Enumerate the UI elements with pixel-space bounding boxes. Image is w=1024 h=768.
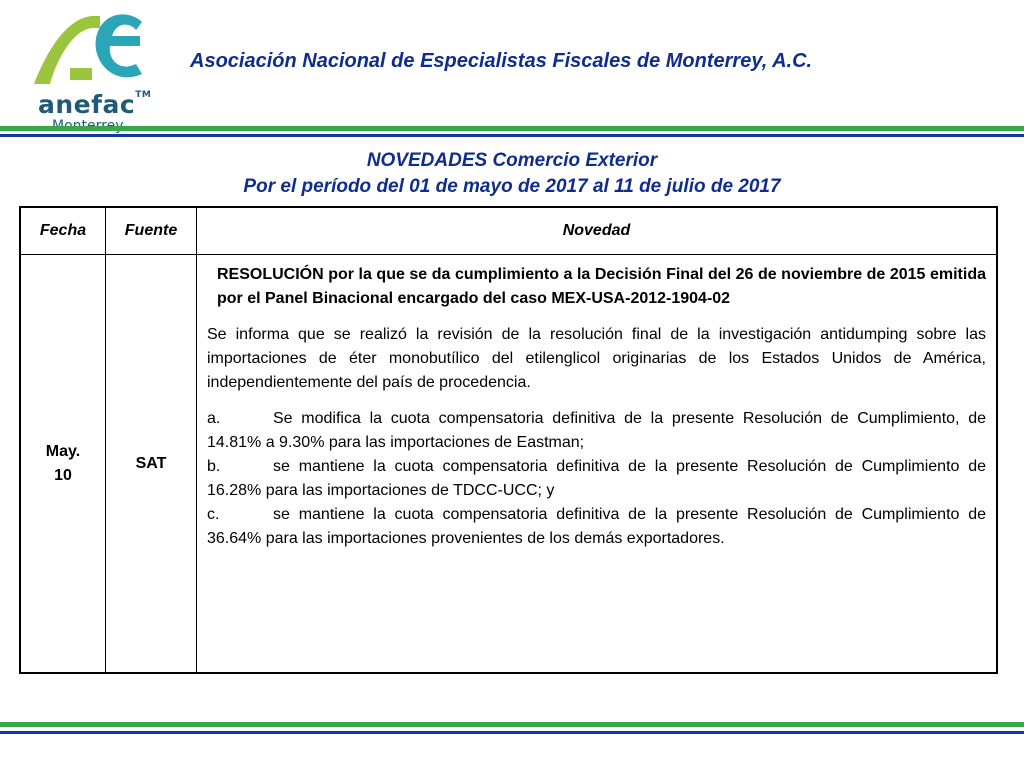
top-green-band xyxy=(0,126,1024,131)
item-letter: b. xyxy=(207,458,221,475)
item-text: se mantiene la cuota compensatoria definitiva de la presente Resolución de Cumplimiento de 36.64% para las importaciones provenientes de los demás exportadores. xyxy=(207,506,986,547)
fecha-month: May. xyxy=(45,442,81,460)
table-header-row xyxy=(20,207,997,255)
header-novedad: Novedad xyxy=(197,207,998,255)
item-text: Se modifica la cuota compensatoria definitiva de la presente Resolución de Cumplimiento, de 14.81% a 9.30% para las importaciones de Eastman; xyxy=(207,410,986,451)
item-text: se mantiene la cuota compensatoria definitiva de la presente Resolución de Cumplimiento de 16.28% para las importaciones de TDCC-UCC; y xyxy=(207,458,986,499)
item-letter: c. xyxy=(207,506,220,523)
resolution-paragraph: Se informa que se realizó la revisión de la resolución final de la investigación antidumping sobre las importaciones de éter monobutílico del etilenglicol originarias de los Estados Unidos de América, independientemente del país de procedencia. xyxy=(207,326,986,391)
cell-fecha xyxy=(20,255,106,674)
fecha-day: 10 xyxy=(54,466,72,484)
list-item xyxy=(207,503,986,551)
organization-title: Asociación Nacional de Especialistas Fiscales de Monterrey, A.C. xyxy=(190,50,813,72)
cell-fuente: SAT xyxy=(106,255,197,674)
bottom-green-band xyxy=(0,722,1024,727)
cell-novedad xyxy=(197,255,998,674)
list-item xyxy=(207,407,986,455)
header-fuente: Fuente xyxy=(106,207,197,255)
item-letter: a. xyxy=(207,410,221,427)
logo-wordmark: anefac™ xyxy=(38,90,152,119)
header-fecha: Fecha xyxy=(20,207,106,255)
top-blue-band xyxy=(0,134,1024,137)
table-row xyxy=(20,255,997,674)
bottom-blue-band xyxy=(0,731,1024,734)
anefac-logo xyxy=(30,8,150,128)
resolution-heading: RESOLUCIÓN por la que se da cumplimiento a la Decisión Final del 26 de noviembre de 2015 emitida por el Panel Binacional encargado del caso MEX-USA-2012-1904-02 xyxy=(217,266,986,307)
novedades-table xyxy=(19,206,998,674)
title-line-1: NOVEDADES Comercio Exterior xyxy=(366,150,658,171)
logo-ae-icon xyxy=(30,8,150,90)
document-title xyxy=(0,148,1024,200)
title-line-2: Por el período del 01 de mayo de 2017 al 11 de julio de 2017 xyxy=(243,176,781,197)
logo-trademark: TM xyxy=(135,90,152,100)
list-item xyxy=(207,455,986,503)
